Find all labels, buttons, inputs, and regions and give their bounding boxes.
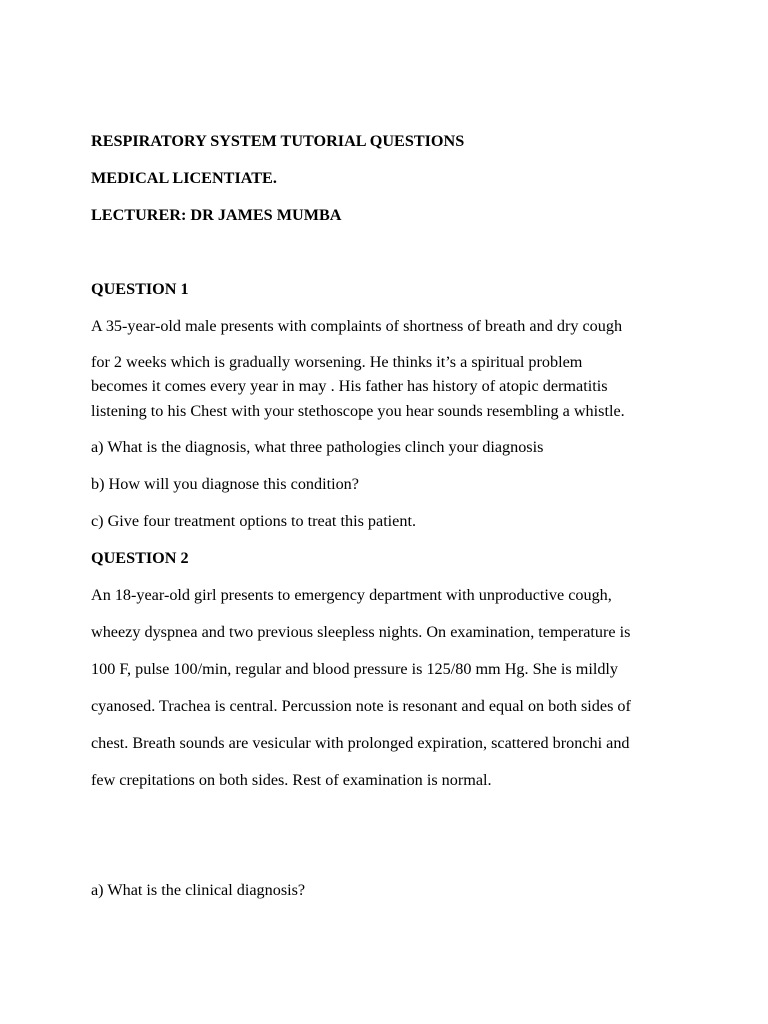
lecturer-name: LECTURER: DR JAMES MUMBA [91,206,342,224]
question-2-text-line: chest. Breath sounds are vesicular with prolonged expiration, scattered bronchi and [91,734,630,752]
question-2-text-line: 100 F, pulse 100/min, regular and blood pressure is 125/80 mm Hg. She is mildly [91,660,619,678]
question-1-part-b: b) How will you diagnose this condition? [91,475,359,493]
question-2-text-line: cyanosed. Trachea is central. Percussion note is resonant and equal on both sides of [91,697,631,715]
question-1-text-line: A 35-year-old male presents with complaints of shortness of breath and dry cough [91,317,623,335]
document-title: RESPIRATORY SYSTEM TUTORIAL QUESTIONS [91,132,465,150]
question-2-text-line: An 18-year-old girl presents to emergency department with unproductive cough, [91,586,612,604]
question-2-heading: QUESTION 2 [91,549,189,567]
question-1-part-a: a) What is the diagnosis, what three pathologies clinch your diagnosis [91,438,544,456]
question-1-text-line: listening to his Chest with your stethoscope you hear sounds resembling a whistle. [91,402,625,420]
question-1-heading: QUESTION 1 [91,280,189,298]
question-1-text-line: for 2 weeks which is gradually worsening. He thinks it’s a spiritual problem [91,353,583,371]
question-2-text-line: few crepitations on both sides. Rest of examination is normal. [91,771,492,789]
program-name: MEDICAL LICENTIATE. [91,169,277,187]
question-2-part-a: a) What is the clinical diagnosis? [91,881,306,899]
question-2-text-line: wheezy dyspnea and two previous sleepless nights. On examination, temperature is [91,623,631,641]
question-1-text-line: becomes it comes every year in may . His father has history of atopic dermatitis [91,377,608,395]
question-1-part-c: c) Give four treatment options to treat this patient. [91,512,417,530]
